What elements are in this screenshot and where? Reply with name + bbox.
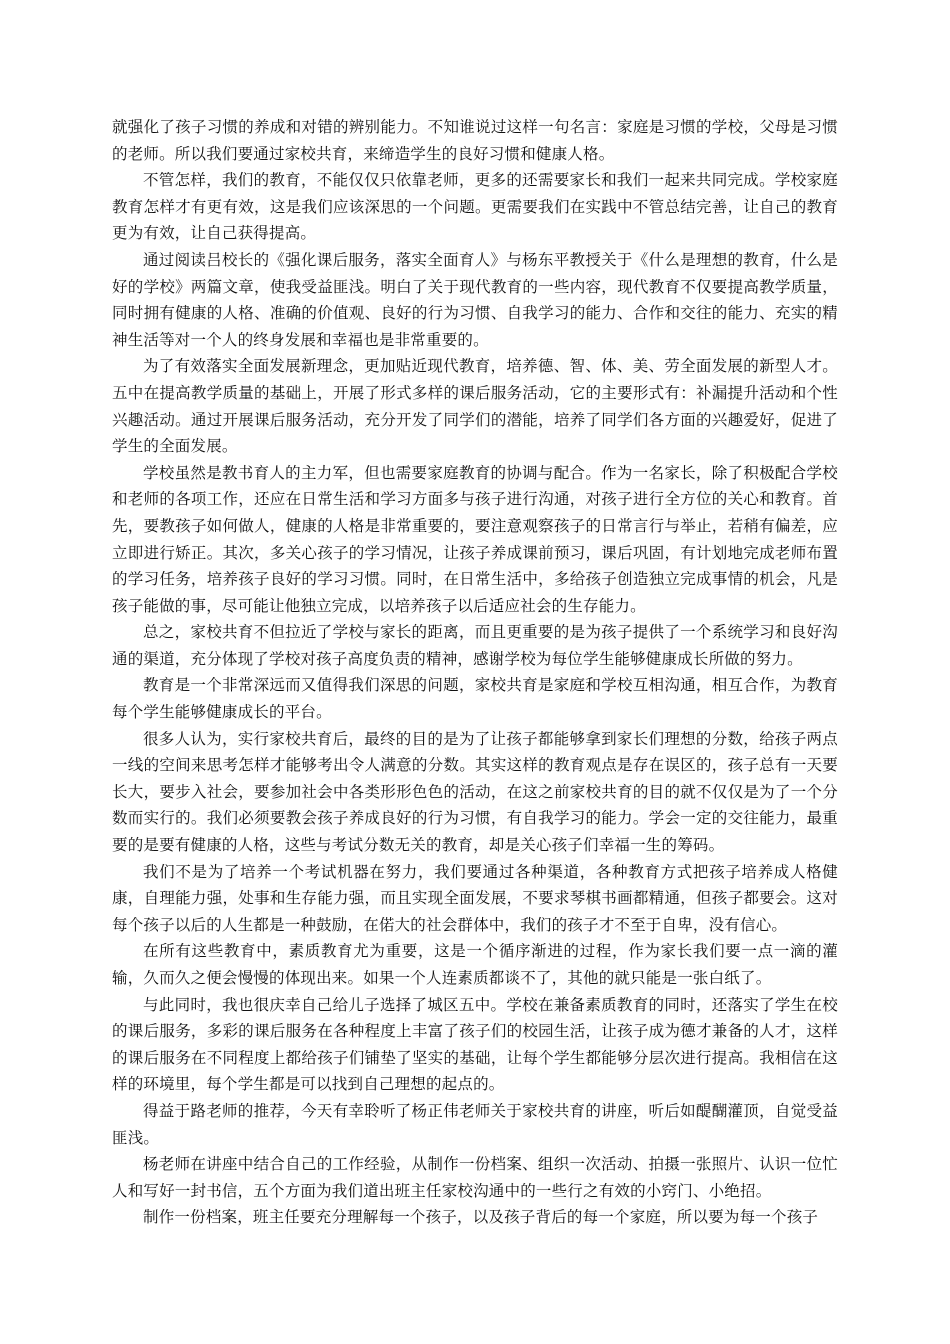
paragraph-5: 学校虽然是教书育人的主力军，但也需要家庭教育的协调与配合。作为一名家长，除了积极配合学校和老师的各项工作，还应在日常生活和学习方面多与孩子进行沟通，对孩子进行全方位的关心和教育。首先，要教孩子如何做人，健康的人格是非常重要的，要注意观察孩子的日常言行与举止，若稍有偏差，应立即进行矫正。其次，多关心孩子的学习情况，让孩子养成课前预习，课后巩固，有计划地完成老师布置的学习任务，培养孩子良好的学习习惯。同时，在日常生活中，多给孩子创造独立完成事情的机会，凡是孩子能做的事，尽可能让他独立完成，以培养孩子以后适应社会的生存能力。 [112, 463, 838, 615]
paragraph-8: 很多人认为，实行家校共育后，最终的目的是为了让孩子都能够拿到家长们理想的分数，给孩子两点一线的空间来思考怎样才能够考出令人满意的分数。其实这样的教育观点是存在误区的，孩子总有一天要长大，要步入社会，要参加社会中各类形形色色的活动，在这之前家校共育的目的就不仅仅是为了一个分数而实行的。我们必须要教会孩子养成良好的行为习惯，有自我学习的能力。学会一定的交往能力，最重要的是要有健康的人格，这些与考试分数无关的教育，却是关心孩子们幸福一生的筹码。 [112, 729, 838, 855]
paragraph-6: 总之，家校共育不但拉近了学校与家长的距离，而且更重要的是为孩子提供了一个系统学习和良好沟通的渠道，充分体现了学校对孩子高度负责的精神，感谢学校为每位学生能够健康成长所做的努力。 [112, 623, 838, 668]
document-body [112, 114, 838, 1231]
paragraph-2: 不管怎样，我们的教育，不能仅仅只依靠老师，更多的还需要家长和我们一起来共同完成。学校家庭教育怎样才有更有效，这是我们应该深思的一个问题。更需要我们在实践中不管总结完善，让自己的教育更为有效，让自己获得提高。 [112, 171, 838, 243]
paragraph-11: 与此同时，我也很庆幸自己给儿子选择了城区五中。学校在兼备素质教育的同时，还落实了学生在校的课后服务，多彩的课后服务在各种程度上丰富了孩子们的校园生活，让孩子成为德才兼备的人才，这样的课后服务在不同程度上都给孩子们铺垫了坚实的基础，让每个学生都能够分层次进行提高。我相信在这样的环境里，每个学生都是可以找到自己理想的起点的。 [112, 995, 838, 1094]
paragraph-4: 为了有效落实全面发展新理念，更加贴近现代教育，培养德、智、体、美、劳全面发展的新型人才。五中在提高教学质量的基础上，开展了形式多样的课后服务活动，它的主要形式有：补漏提升活动和个性兴趣活动。通过开展课后服务活动，充分开发了同学们的潜能，培养了同学们各方面的兴趣爱好，促进了学生的全面发展。 [112, 357, 838, 456]
paragraph-9: 我们不是为了培养一个考试机器在努力，我们要通过各种渠道，各种教育方式把孩子培养成人格健康，自理能力强，处事和生存能力强，而且实现全面发展，不要求琴棋书画都精通，但孩子都要会。这对每个孩子以后的人生都是一种鼓励，在偌大的社会群体中，我们的孩子才不至于自卑，没有信心。 [112, 862, 838, 934]
paragraph-7: 教育是一个非常深远而又值得我们深思的问题，家校共育是家庭和学校互相沟通，相互合作，为教育每个学生能够健康成长的平台。 [112, 676, 838, 722]
paragraph-13: 杨老师在讲座中结合自己的工作经验，从制作一份档案、组织一次活动、拍摄一张照片、认识一位忙人和写好一封书信，五个方面为我们道出班主任家校沟通中的一些行之有效的小窍门、小绝招。 [112, 1155, 838, 1200]
paragraph-12: 得益于路老师的推荐，今天有幸聆听了杨正伟老师关于家校共育的讲座，听后如醍醐灌顶，自觉受益匪浅。 [112, 1101, 838, 1147]
paragraph-3: 通过阅读吕校长的《强化课后服务，落实全面育人》与杨东平教授关于《什么是理想的教育，什么是好的学校》两篇文章，使我受益匪浅。明白了关于现代教育的一些内容，现代教育不仅要提高教学质量，同时拥有健康的人格、准确的价值观、良好的行为习惯、自我学习的能力、合作和交往的能力、充实的精神生活等对一个人的终身发展和幸福也是非常重要的。 [112, 250, 838, 349]
paragraph-10: 在所有这些教育中，素质教育尤为重要，这是一个循序渐进的过程，作为家长我们要一点一滴的灌输，久而久之便会慢慢的体现出来。如果一个人连素质都谈不了，其他的就只能是一张白纸了。 [112, 942, 838, 987]
paragraph-1: 就强化了孩子习惯的养成和对错的辨别能力。不知谁说过这样一句名言：家庭是习惯的学校，父母是习惯的老师。所以我们要通过家校共育，来缔造学生的良好习惯和健康人格。 [112, 118, 838, 163]
paragraph-14: 制作一份档案，班主任要充分理解每一个孩子，以及孩子背后的每一个家庭，所以要为每一个孩子 [143, 1208, 819, 1227]
